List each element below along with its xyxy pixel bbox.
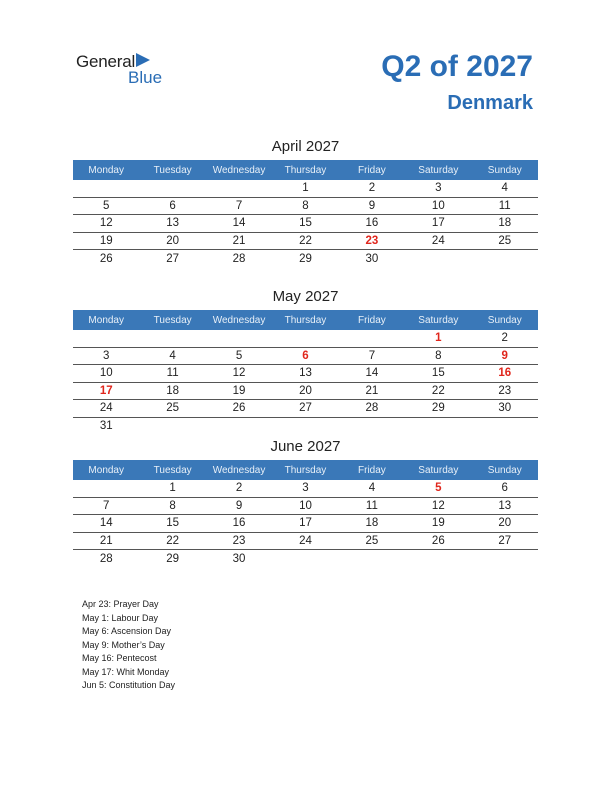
- day-cell: 3: [302, 482, 309, 495]
- day-cell: 16: [365, 217, 379, 230]
- day-cell: 12: [431, 499, 445, 512]
- day-cell: 28: [365, 402, 379, 415]
- day-cell: 6: [302, 349, 309, 362]
- day-cell: 21: [99, 534, 113, 547]
- day-cell: 15: [166, 517, 180, 530]
- day-cell: 18: [166, 384, 180, 397]
- day-cell: 29: [166, 552, 180, 565]
- day-cell: 28: [232, 252, 246, 265]
- weekday-label: Monday: [88, 314, 124, 326]
- day-cell: 21: [232, 234, 246, 247]
- day-cell: 5: [435, 482, 442, 495]
- weekday-label: Saturday: [418, 164, 459, 176]
- weekday-label: Thursday: [284, 164, 327, 176]
- day-cell: 18: [498, 217, 512, 230]
- weekday-label: Friday: [358, 164, 386, 176]
- day-cell: 13: [166, 217, 180, 230]
- day-cell: 20: [166, 234, 180, 247]
- month-june: [73, 436, 538, 568]
- day-cell: 5: [103, 199, 110, 212]
- day-cell: 15: [299, 217, 312, 230]
- day-cell: 25: [166, 402, 180, 415]
- day-cell: 8: [169, 499, 176, 512]
- day-cell: 19: [99, 234, 113, 247]
- week-row: [73, 180, 538, 198]
- logo-text-general: General: [76, 52, 136, 71]
- day-cell: 18: [365, 517, 379, 530]
- weekday-label: Sunday: [487, 164, 522, 176]
- day-cell: 10: [99, 367, 113, 380]
- day-cell: 11: [365, 499, 378, 512]
- day-cell: 24: [99, 402, 113, 415]
- weekday-label: Thursday: [284, 314, 327, 326]
- day-cell: 9: [235, 499, 243, 512]
- holiday-item: Apr 23: Prayer Day: [82, 599, 159, 609]
- weekday-label: Wednesday: [212, 464, 266, 476]
- day-cell: 3: [435, 182, 442, 195]
- weekday-label: Friday: [358, 314, 386, 326]
- day-cell: 26: [99, 252, 113, 265]
- week-row: [73, 400, 538, 418]
- holiday-item: Jun 5: Constitution Day: [82, 680, 176, 690]
- day-cell: 11: [498, 199, 511, 212]
- week-row: [73, 233, 538, 251]
- day-cell: 1: [169, 482, 176, 495]
- weekday-label: Saturday: [418, 464, 459, 476]
- day-cell: 15: [431, 367, 445, 380]
- weekday-header: [73, 310, 538, 330]
- day-cell: 22: [299, 234, 312, 247]
- week-row: [73, 250, 538, 268]
- day-cell: 7: [103, 499, 110, 512]
- weekday-label: Thursday: [284, 464, 327, 476]
- weekday-header: [73, 460, 538, 480]
- holiday-item: May 17: Whit Monday: [82, 666, 170, 677]
- day-cell: 9: [368, 199, 376, 212]
- day-cell: 7: [235, 199, 243, 212]
- weekday-header: [73, 160, 538, 180]
- day-cell: 25: [365, 534, 379, 547]
- day-cell: 13: [299, 367, 312, 380]
- week-row: [73, 330, 538, 348]
- day-cell: 7: [368, 349, 376, 362]
- day-cell: 27: [299, 402, 312, 415]
- day-cell: 8: [302, 199, 309, 212]
- day-cell: 25: [498, 234, 512, 247]
- week-row: [73, 418, 538, 436]
- day-cell: 5: [235, 349, 243, 362]
- day-cell: 27: [166, 252, 180, 265]
- day-cell: 20: [498, 517, 512, 530]
- day-cell: 12: [232, 367, 246, 380]
- day-cell: 23: [498, 384, 512, 397]
- day-cell: 9: [501, 349, 508, 362]
- week-row: [73, 498, 538, 516]
- weekday-label: Sunday: [487, 314, 522, 326]
- holiday-item: May 6: Ascension Day: [82, 626, 172, 636]
- day-cell: 4: [368, 482, 376, 495]
- week-row: [73, 198, 538, 216]
- holiday-item: May 16: Pentecost: [82, 653, 157, 663]
- weekday-label: Wednesday: [212, 164, 266, 176]
- week-row: [73, 533, 538, 551]
- weekday-label: Wednesday: [212, 314, 266, 326]
- month-april: [73, 136, 538, 268]
- holiday-item: May 9: Mother’s Day: [82, 639, 165, 650]
- logo-flag-icon: [136, 53, 150, 67]
- day-cell: 13: [498, 499, 512, 512]
- day-cell: 16: [232, 517, 246, 530]
- week-row: [73, 515, 538, 533]
- day-cell: 12: [99, 217, 113, 230]
- day-cell: 20: [299, 384, 312, 397]
- day-cell: 1: [302, 182, 309, 195]
- day-cell: 11: [166, 367, 179, 380]
- weekday-label: Sunday: [487, 464, 522, 476]
- day-cell: 4: [169, 349, 176, 362]
- month-title: May 2027: [272, 288, 339, 305]
- day-cell: 22: [166, 534, 180, 547]
- day-cell: 14: [99, 517, 113, 530]
- day-cell: 26: [431, 534, 445, 547]
- day-cell: 8: [435, 349, 442, 362]
- holiday-item: May 1: Labour Day: [82, 612, 159, 623]
- weekday-label: Monday: [88, 464, 124, 476]
- day-cell: 6: [169, 199, 176, 212]
- day-cell: 28: [99, 552, 113, 565]
- holiday-list: [82, 598, 175, 693]
- month-title: June 2027: [270, 438, 341, 455]
- day-cell: 17: [299, 517, 312, 530]
- country-name: Denmark: [447, 92, 533, 114]
- day-cell: 1: [435, 332, 442, 345]
- day-cell: 14: [365, 367, 379, 380]
- day-cell: 23: [232, 534, 246, 547]
- day-cell: 24: [431, 234, 445, 247]
- day-cell: 22: [431, 384, 445, 397]
- week-row: [73, 480, 538, 498]
- day-cell: 24: [299, 534, 312, 547]
- day-cell: 30: [365, 252, 379, 265]
- weekday-label: Saturday: [418, 314, 459, 326]
- day-cell: 26: [232, 402, 246, 415]
- month-title: April 2027: [271, 138, 340, 155]
- week-row: [73, 383, 538, 401]
- day-cell: 17: [431, 217, 445, 230]
- day-cell: 17: [99, 384, 113, 397]
- logo-text-blue: Blue: [128, 68, 163, 87]
- week-row: [73, 550, 538, 568]
- day-cell: 29: [431, 402, 445, 415]
- day-cell: 16: [498, 367, 512, 380]
- week-row: [73, 348, 538, 366]
- weekday-label: Monday: [88, 164, 124, 176]
- day-cell: 10: [299, 499, 312, 512]
- weekday-label: Tuesday: [153, 464, 192, 476]
- weekday-label: Friday: [358, 464, 386, 476]
- day-cell: 10: [431, 199, 445, 212]
- weekday-label: Tuesday: [153, 164, 192, 176]
- day-cell: 2: [501, 332, 508, 345]
- weekday-label: Tuesday: [153, 314, 192, 326]
- day-cell: 6: [501, 482, 508, 495]
- week-row: [73, 365, 538, 383]
- week-row: [73, 215, 538, 233]
- day-cell: 19: [232, 384, 246, 397]
- month-may: [73, 286, 538, 435]
- day-cell: 31: [99, 420, 113, 433]
- day-cell: 23: [365, 234, 379, 247]
- day-cell: 3: [103, 349, 110, 362]
- day-cell: 30: [498, 402, 512, 415]
- day-cell: 2: [368, 182, 376, 195]
- day-cell: 14: [232, 217, 246, 230]
- day-cell: 21: [365, 384, 379, 397]
- day-cell: 29: [299, 252, 312, 265]
- day-cell: 2: [235, 482, 243, 495]
- day-cell: 30: [232, 552, 246, 565]
- day-cell: 4: [501, 182, 508, 195]
- page-title: Q2 of 2027: [381, 50, 533, 83]
- generalblue-logo: [76, 52, 176, 88]
- day-cell: 19: [431, 517, 445, 530]
- day-cell: 27: [498, 534, 512, 547]
